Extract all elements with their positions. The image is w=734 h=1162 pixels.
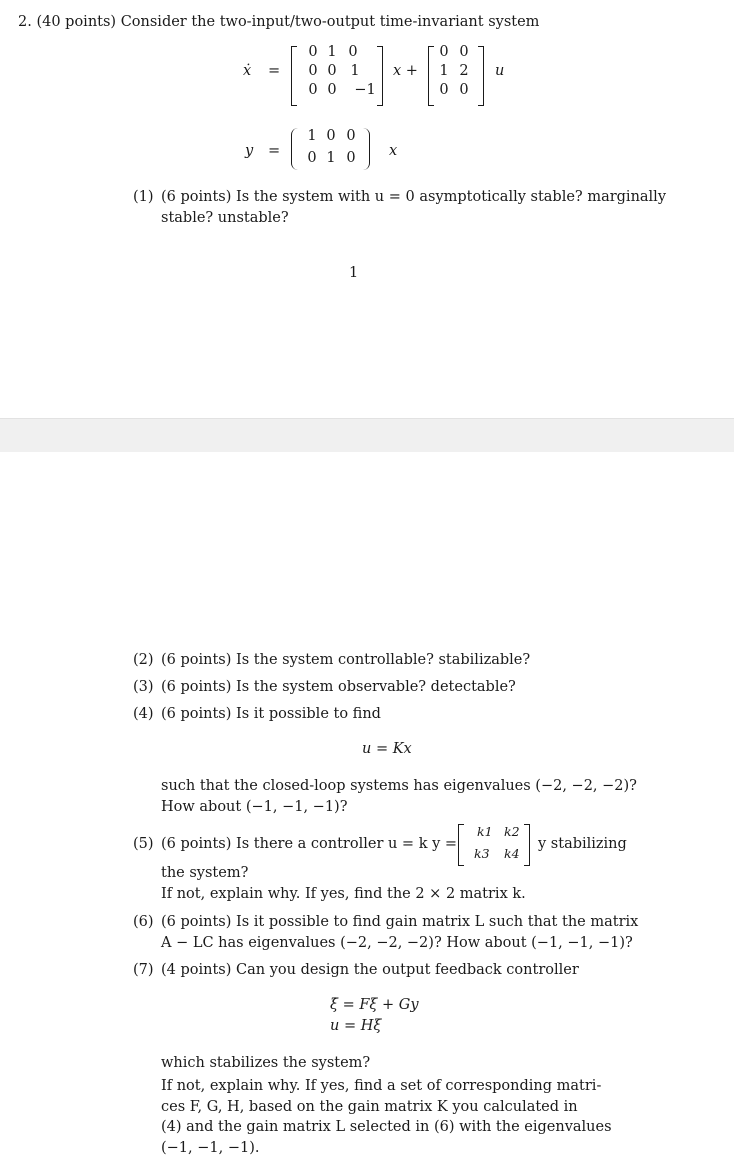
question-text: (−1, −1, −1). [161, 1140, 260, 1156]
matrix-k-right-bracket [524, 824, 530, 866]
question-label: (4) [133, 706, 154, 722]
matrix-b-cell: 1 [439, 63, 449, 79]
question-label: (3) [133, 679, 154, 695]
matrix-a-cell: 0 [308, 44, 318, 60]
controller-equation-1: ξ̇ = Fξ + Gy [330, 997, 419, 1013]
matrix-c-cell: 0 [346, 128, 356, 144]
matrix-a-left-bracket [291, 46, 297, 106]
question-label: (6) [133, 914, 154, 930]
problem-intro: Consider the two-input/two-output time-invariant system [120, 14, 540, 30]
question-text: If not, explain why. If yes, find a set of corresponding matri- [161, 1078, 602, 1094]
x-symbol: x [389, 143, 398, 159]
matrix-c-right-paren [363, 128, 370, 170]
equation-u-kx: u = Kx [362, 741, 412, 757]
problem-number: 2. [18, 14, 32, 30]
page-separator [0, 418, 734, 454]
matrix-b-cell: 0 [459, 82, 469, 98]
matrix-k-cell: k2 [504, 824, 520, 839]
question-label: (1) [133, 189, 154, 205]
matrix-b-right-bracket [478, 46, 484, 106]
question-text: A − LC has eigenvalues (−2, −2, −2)? How about (−1, −1, −1)? [161, 935, 633, 951]
x-plus: x + [393, 63, 418, 79]
matrix-a-cell: 1 [327, 44, 337, 60]
matrix-b-cell: 0 [439, 82, 449, 98]
question-text: (6 points) Is the system observable? detectable? [161, 679, 516, 695]
matrix-c-cell: 1 [326, 150, 336, 166]
question-text: such that the closed-loop systems has eigenvalues (−2, −2, −2)? [161, 778, 637, 794]
page-number: 1 [349, 265, 359, 281]
page-2 [0, 452, 734, 1162]
matrix-k-cell: k1 [477, 824, 493, 839]
problem-header [18, 14, 539, 30]
matrix-b-cell: 2 [459, 63, 469, 79]
matrix-c-cell: 0 [326, 128, 336, 144]
matrix-a-cell: −1 [354, 82, 376, 98]
question-label: (5) [133, 836, 154, 852]
matrix-a-cell: 0 [308, 82, 318, 98]
matrix-a-cell: 1 [350, 63, 360, 79]
question-text: (6 points) Is it possible to find [161, 706, 381, 722]
matrix-k-cell: k4 [504, 846, 520, 861]
matrix-a-cell: 0 [327, 82, 337, 98]
question-text: (6 points) Is the system controllable? stabilizable? [161, 652, 531, 668]
question-text: (6 points) Is it possible to find gain matrix L such that the matrix [161, 914, 639, 930]
xdot-symbol: ẋ [243, 63, 252, 79]
controller-equation-2: u = Hξ [330, 1018, 382, 1034]
question-text: y stabilizing [538, 836, 627, 852]
matrix-a-cell: 0 [327, 63, 337, 79]
matrix-k-left-bracket [458, 824, 464, 866]
question-text: the system? [161, 865, 249, 881]
u-symbol: u [495, 63, 505, 79]
question-text: How about (−1, −1, −1)? [161, 799, 348, 815]
question-text: ces F, G, H, based on the gain matrix K you calculated in [161, 1099, 578, 1115]
equals-sign: = [268, 143, 281, 159]
matrix-k-cell: k3 [474, 846, 490, 861]
matrix-a-right-bracket [377, 46, 383, 106]
question-text: (6 points) Is the system with u = 0 asymptotically stable? marginally [161, 189, 667, 205]
problem-points: (40 points) [36, 14, 117, 30]
question-text: If not, explain why. If yes, find the 2 × 2 matrix k. [161, 886, 526, 902]
matrix-c-cell: 1 [307, 128, 317, 144]
matrix-a-cell: 0 [308, 63, 318, 79]
matrix-b-cell: 0 [459, 44, 469, 60]
matrix-c-cell: 0 [307, 150, 317, 166]
y-symbol: y [245, 143, 254, 159]
question-label: (7) [133, 962, 154, 978]
equals-sign: = [268, 63, 281, 79]
matrix-b-cell: 0 [439, 44, 449, 60]
question-text: (4 points) Can you design the output feedback controller [161, 962, 579, 978]
question-label: (2) [133, 652, 154, 668]
question-text: (6 points) Is there a controller u = k y = [161, 836, 458, 852]
matrix-b-left-bracket [428, 46, 434, 106]
question-text: (4) and the gain matrix L selected in (6) with the eigenvalues [161, 1119, 612, 1135]
page-1 [0, 0, 734, 418]
question-text: which stabilizes the system? [161, 1055, 371, 1071]
matrix-a-cell: 0 [348, 44, 358, 60]
matrix-c-left-paren [291, 128, 298, 170]
matrix-c-cell: 0 [346, 150, 356, 166]
question-text: stable? unstable? [161, 210, 289, 226]
